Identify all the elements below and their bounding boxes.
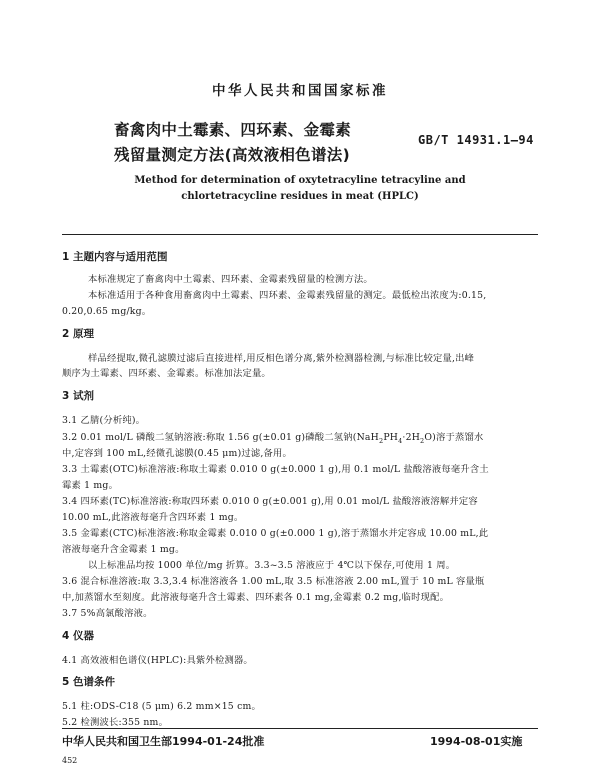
- english-title-line-1: Method for determination of oxytetracyline tetracyline and: [134, 175, 466, 186]
- reagent-item: 3.4 四环素(TC)标准溶液:称取四环素 0.010 0 g(±0.001 g),用 0.01 mol/L 盐酸溶液溶解并定容: [62, 496, 478, 507]
- reagent-item: 3.1 乙腈(分析纯)。: [62, 415, 146, 426]
- page-number: 452: [62, 756, 78, 765]
- reagent-item: 溶液每毫升含金霉素 1 mg。: [62, 544, 185, 555]
- header-divider: [62, 234, 538, 235]
- section-1-paragraph: 本标准规定了畜禽肉中土霉素、四环素、金霉素残留量的检测方法。: [88, 274, 373, 285]
- instrument-item: 4.1 高效液相色谱仪(HPLC):具紫外检测器。: [62, 655, 253, 666]
- section-5-title: 5 色谱条件: [62, 676, 115, 688]
- title-line-1: 畜禽肉中土霉素、四环素、金霉素: [114, 121, 352, 139]
- reagent-item: 3.5 金霉素(CTC)标准溶液:称取金霉素 0.010 0 g(±0.000 1 g),溶于蒸馏水并定容成 10.00 mL,此: [62, 528, 489, 539]
- reagent-item: 10.00 mL,此溶液每毫升含四环素 1 mg。: [62, 512, 244, 523]
- section-2-paragraph: 顺序为土霉素、四环素、金霉素。标准加法定量。: [62, 368, 271, 379]
- standard-code: GB/T 14931.1—94: [418, 133, 534, 147]
- standard-header: 中华人民共和国国家标准: [212, 83, 388, 99]
- reagent-item: 3.2 0.01 mol/L 磷酸二氢钠溶液:称取 1.56 g(±0.01 g)磷酸二氢钠$(NaH_2PH_4\cdot 2H_2O)$溶于蒸馏水: [62, 432, 484, 445]
- section-1-title: 1 主题内容与适用范围: [62, 251, 168, 263]
- approval-line: 中华人民共和国卫生部1994-01-24批准: [62, 735, 265, 748]
- reagent-item: 3.7 5%高氯酸溶液。: [62, 608, 153, 619]
- reagent-item: 中,加蒸馏水至刻度。此溶液每毫升含土霉素、四环素各 0.1 mg,金霉素 0.2 mg,临时现配。: [62, 592, 450, 603]
- reagent-item: 3.3 土霉素(OTC)标准溶液:称取土霉素 0.010 0 g(±0.000 1 g),用 0.1 mol/L 盐酸溶液每毫升含土: [62, 464, 489, 475]
- english-title-line-2: chlortetracycline residues in meat (HPLC): [181, 191, 419, 202]
- footer-divider: [62, 728, 538, 729]
- reagent-note: 以上标准品均按 1000 单位/mg 折算。3.3~3.5 溶液应于 4℃以下保存,可使用 1 周。: [88, 560, 456, 571]
- condition-item: 5.1 柱:ODS-C18 (5 μm) 6.2 mm×15 cm。: [62, 701, 261, 712]
- section-1-paragraph: 0.20,0.65 mg/kg。: [62, 306, 152, 317]
- reagent-item: 霉素 1 mg。: [62, 480, 119, 491]
- condition-item: 5.2 检测波长:355 nm。: [62, 717, 169, 728]
- title-line-2: 残留量测定方法(高效液相色谱法): [114, 146, 350, 164]
- section-2-paragraph: 样品经提取,微孔滤膜过滤后直接进样,用反相色谱分离,紫外检测器检测,与标准比较定量,出峰: [88, 353, 475, 364]
- reagent-item: 3.6 混合标准溶液:取 3.3,3.4 标准溶液各 1.00 mL,取 3.5 标准溶液 2.00 mL,置于 10 mL 容量瓶: [62, 576, 485, 587]
- section-3-title: 3 试剂: [62, 390, 94, 402]
- section-1-paragraph: 本标准适用于各种食用畜禽肉中土霉素、四环素、金霉素残留量的测定。最低检出浓度为:0.15,: [88, 290, 487, 301]
- implementation-date: 1994-08-01实施: [430, 735, 523, 748]
- section-2-title: 2 原理: [62, 328, 94, 340]
- reagent-item: 中,定容到 100 mL,经微孔滤膜(0.45 μm)过滤,备用。: [62, 448, 293, 459]
- section-4-title: 4 仪器: [62, 630, 94, 642]
